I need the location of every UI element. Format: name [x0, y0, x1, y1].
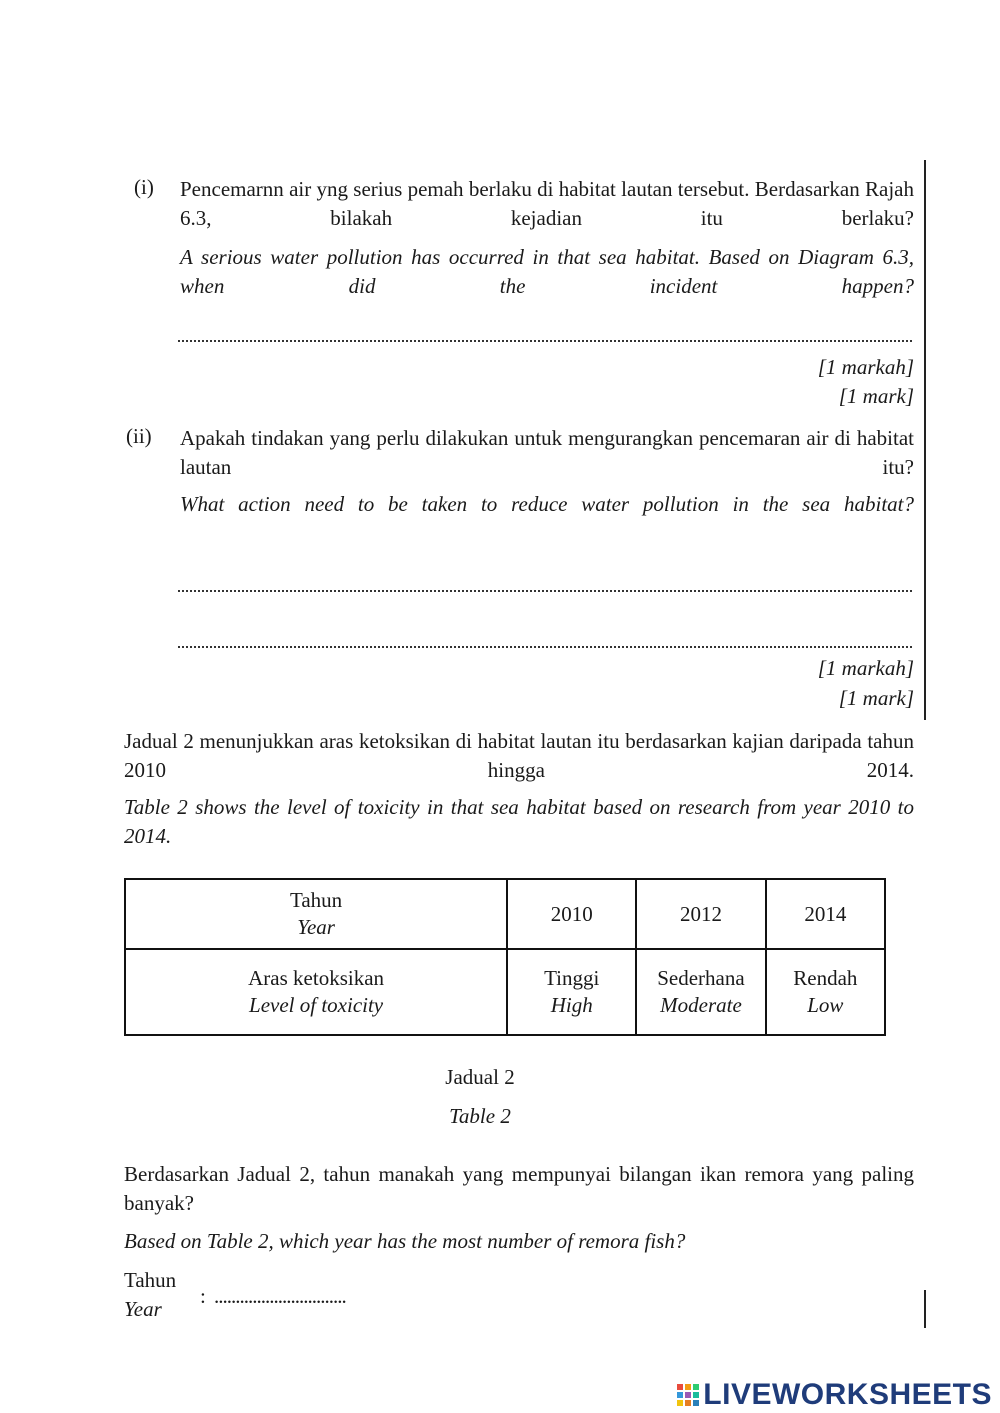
- row-label-malay: Aras ketoksikan: [248, 966, 385, 990]
- margin-rule-bottom: [924, 1290, 926, 1328]
- table-caption-malay: Jadual 2: [445, 1065, 515, 1089]
- answer-colon: :: [200, 1284, 206, 1308]
- level-english: Moderate: [660, 993, 742, 1017]
- table-toxicity-row: [125, 949, 885, 1035]
- question-i-marks-malay: [1 markah]: [817, 355, 914, 379]
- question-i-label: (i): [134, 175, 154, 199]
- answer-line-i[interactable]: [178, 340, 912, 342]
- row-label-english: Level of toxicity: [249, 993, 384, 1017]
- level-malay: Tinggi: [544, 966, 600, 990]
- table-header-row: [125, 879, 885, 949]
- table-caption-english: Table 2: [449, 1104, 511, 1128]
- answer-label-malay: Tahun: [124, 1268, 177, 1292]
- answer-line-ii-2[interactable]: [178, 646, 912, 648]
- toxicity-table: [124, 878, 886, 1036]
- year-answer-field[interactable]: ...............................: [214, 1284, 346, 1308]
- liveworksheets-grid-icon: [677, 1384, 699, 1406]
- question-ii-label: (ii): [126, 424, 152, 448]
- final-question-english: Based on Table 2, which year has the most number of remora fish?: [124, 1229, 686, 1253]
- answer-line-ii-1[interactable]: [178, 590, 912, 592]
- header-year-malay: Tahun: [289, 888, 343, 912]
- liveworksheets-wordmark: LIVEWORKSHEETS: [703, 1378, 992, 1411]
- question-ii-marks-malay: [1 markah]: [817, 656, 914, 680]
- question-ii-english: What action need to be taken to reduce water pollution in the sea habitat?: [180, 492, 914, 516]
- question-i-malay: Pencemarnn air yng serius pemah berlaku di habitat lautan tersebut. Berdasarkan Rajah 6.3, bilakah kejadian itu berlaku?: [180, 177, 914, 230]
- level-cell: [766, 949, 885, 1035]
- liveworksheets-logo: [677, 1378, 992, 1412]
- margin-rule-top: [924, 160, 926, 720]
- header-year-cell: [125, 879, 507, 949]
- level-english: Low: [807, 993, 844, 1017]
- level-cell: [507, 949, 636, 1035]
- answer-label-english: Year: [124, 1297, 162, 1321]
- level-malay: Sederhana: [657, 966, 745, 990]
- table-intro-malay: Jadual 2 menunjukkan aras ketoksikan di habitat lautan itu berdasarkan kajian daripada tahun 2010 hingga 2014.: [124, 729, 914, 782]
- level-cell: [636, 949, 765, 1035]
- final-question-malay: Berdasarkan Jadual 2, tahun manakah yang mempunyai bilangan ikan remora yang paling banyak?: [124, 1162, 914, 1215]
- table-intro-english: Table 2 shows the level of toxicity in that sea habitat based on research from year 2010 to 2014.: [124, 795, 914, 848]
- row-label-cell: [125, 949, 507, 1035]
- level-malay: Rendah: [793, 966, 858, 990]
- year-cell: 2014: [766, 879, 885, 949]
- year-cell: 2010: [507, 879, 636, 949]
- year-cell: 2012: [636, 879, 765, 949]
- question-i-marks-english: [1 mark]: [838, 384, 914, 408]
- question-ii-marks-english: [1 mark]: [838, 686, 914, 710]
- question-ii-malay: Apakah tindakan yang perlu dilakukan untuk mengurangkan pencemaran air di habitat lautan itu?: [180, 426, 914, 479]
- header-year-english: Year: [297, 915, 335, 939]
- question-i-english: A serious water pollution has occurred in that sea habitat. Based on Diagram 6.3, when did the incident happen?: [180, 245, 914, 298]
- level-english: High: [550, 993, 593, 1017]
